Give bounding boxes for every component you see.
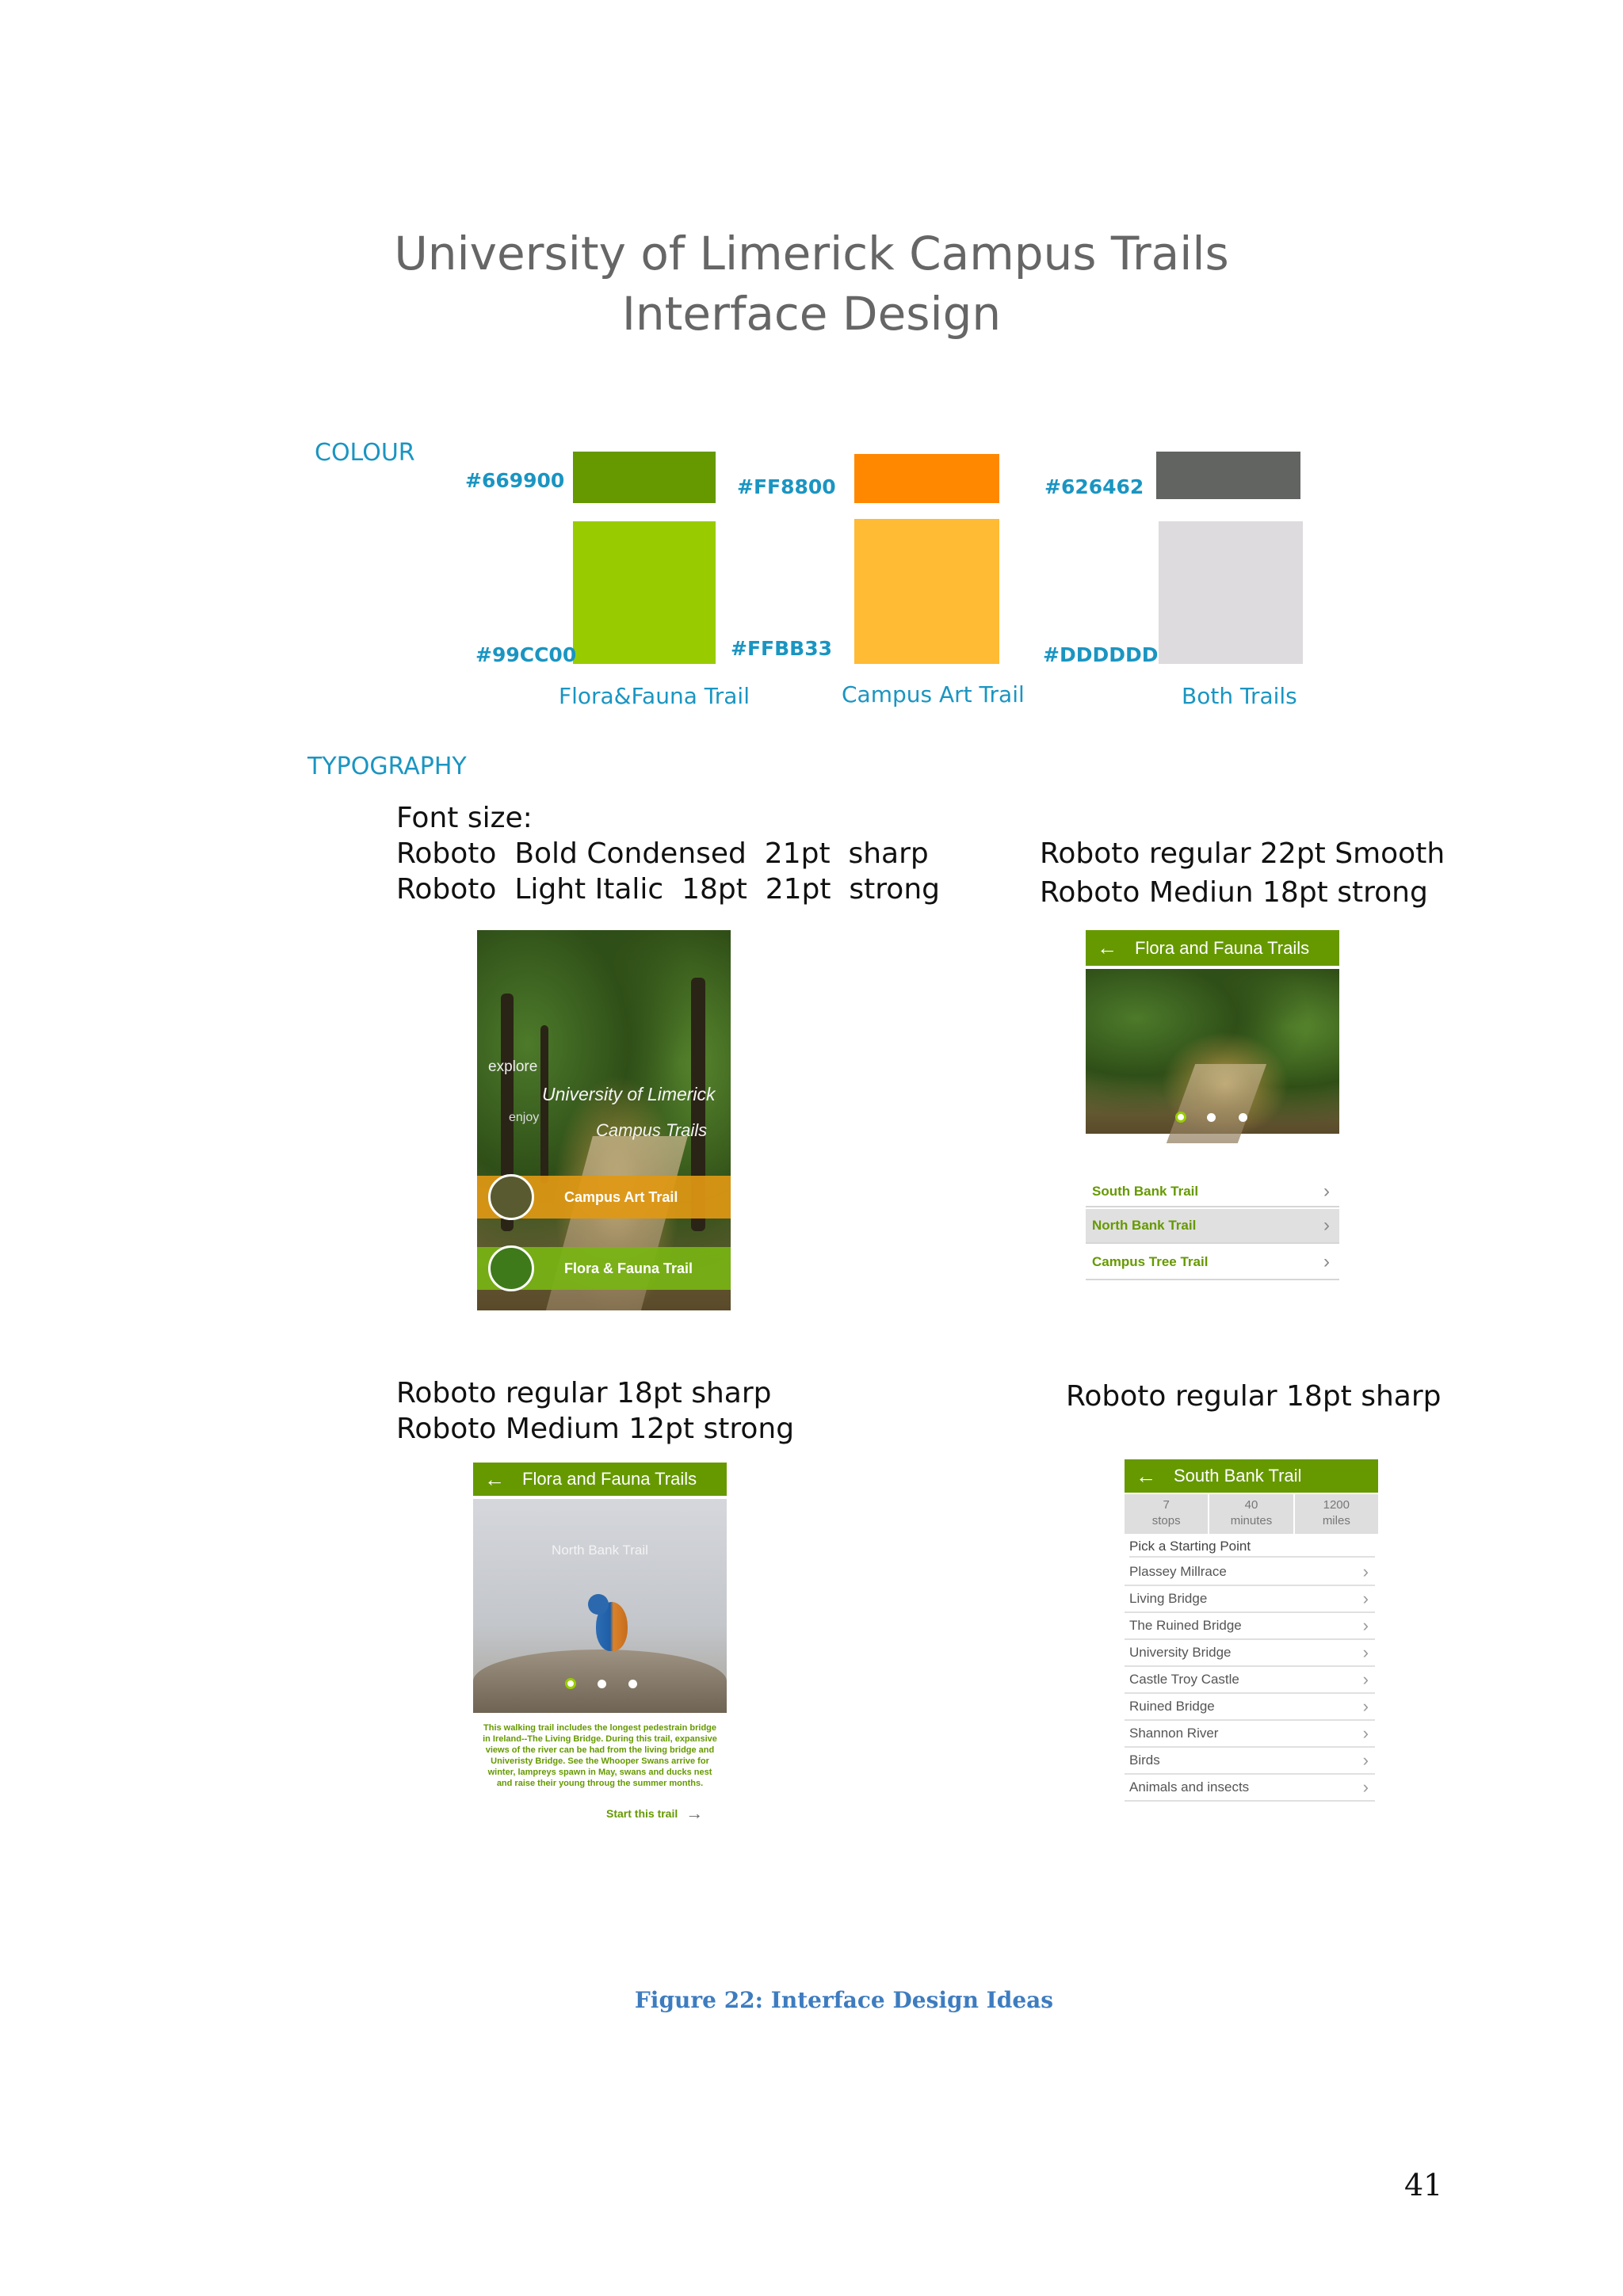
kingfisher-head [588,1594,609,1615]
stat-value: 1200 [1323,1498,1350,1512]
figure-caption: Figure 22: Interface Design Ideas [634,1987,1054,2013]
stop-list-item[interactable] [1125,1694,1375,1721]
campus-art-trail-button[interactable] [477,1176,731,1219]
stop-list-item[interactable] [1125,1640,1375,1667]
art-dark-hex: #FF8800 [737,475,836,498]
trail-list-item-selected[interactable] [1086,1209,1339,1244]
colour-section-label: COLOUR [315,439,415,467]
carousel-dot-active[interactable] [565,1678,576,1689]
chevron-right-icon: › [1362,1723,1369,1743]
art-trail-name: Campus Art Trail [842,681,1025,707]
home-title-campus-trails: Campus Trails [596,1120,708,1140]
typo-block3-line1: Roboto regular 18pt sharp [396,1377,772,1409]
stop-list-item[interactable] [1125,1586,1375,1613]
flora-dark-swatch [573,452,716,503]
stop-label: Plassey Millrace [1129,1564,1227,1579]
typo-block1-line3: Roboto Light Italic 18pt 21pt strong [396,873,940,906]
carousel-dot[interactable] [1239,1113,1247,1122]
chevron-right-icon: › [1362,1562,1369,1581]
chevron-right-icon: › [1323,1251,1330,1272]
flora-trail-name: Flora&Fauna Trail [559,683,750,709]
typo-block3-line2: Roboto Medium 12pt strong [396,1413,795,1445]
trail-list-mock [1086,930,1339,1287]
stop-label: Living Bridge [1129,1591,1208,1606]
back-arrow-icon[interactable]: ← [484,1466,505,1491]
stop-list-item[interactable] [1125,1748,1375,1775]
stop-label: Animals and insects [1129,1779,1250,1794]
trail-item-label: Campus Tree Trail [1092,1254,1209,1269]
flora-light-hex: #99CC00 [475,643,577,666]
stop-label: Ruined Bridge [1129,1699,1215,1714]
trail-list-item[interactable] [1086,1177,1339,1207]
chevron-right-icon: › [1362,1615,1369,1635]
both-light-hex: #DDDDDD [1043,643,1159,666]
typo-block2-line2: Roboto Mediun 18pt strong [1040,876,1428,909]
trail-stops-header-title: South Bank Trail [1174,1466,1302,1486]
both-trail-name: Both Trails [1182,683,1297,709]
stop-label: The Ruined Bridge [1129,1618,1242,1633]
campus-art-trail-label: Campus Art Trail [564,1188,678,1205]
chevron-right-icon: › [1362,1589,1369,1608]
stat-value: 7 [1163,1498,1170,1512]
trail-item-label: North Bank Trail [1092,1218,1197,1233]
back-arrow-icon[interactable]: ← [1097,936,1117,959]
trail-list-appbar [1086,930,1339,966]
trail-item-label: South Bank Trail [1092,1184,1199,1199]
carousel-dot[interactable] [598,1680,606,1688]
art-light-hex: #FFBB33 [731,637,833,660]
stop-label: Shannon River [1129,1726,1219,1741]
stat-unit: miles [1322,1514,1350,1527]
stat-unit: minutes [1230,1514,1273,1527]
chevron-right-icon: › [1362,1777,1369,1797]
back-arrow-icon[interactable]: ← [1136,1463,1156,1488]
stop-label: Castle Troy Castle [1129,1672,1239,1687]
art-light-swatch [854,519,999,664]
page-title-line2: Interface Design [621,287,1002,341]
pick-starting-point-label: Pick a Starting Point [1129,1539,1375,1558]
trail-list-item[interactable] [1086,1245,1339,1280]
kingfisher-image [473,1499,727,1708]
trail-detail-appbar [473,1463,727,1496]
trail-list-header-title: Flora and Fauna Trails [1135,937,1310,958]
both-dark-hex: #626462 [1044,475,1144,498]
chevron-right-icon: › [1323,1215,1330,1236]
home-enjoy-text: enjoy [509,1111,540,1124]
typo-block1-line2: Roboto Bold Condensed 21pt sharp [396,837,929,870]
page-number: 41 [1404,2168,1443,2203]
chevron-right-icon: › [1362,1750,1369,1770]
flora-light-swatch [573,521,716,664]
chevron-right-icon: › [1362,1669,1369,1689]
both-dark-swatch [1156,452,1300,499]
start-trail-link[interactable] [606,1803,703,1824]
carousel-dot[interactable] [628,1680,637,1688]
art-trail-avatar-icon [488,1174,534,1220]
start-trail-label: Start this trail [606,1807,678,1820]
arrow-right-icon: → [685,1803,704,1823]
trail-list-hero-image [1086,969,1339,1134]
chevron-right-icon: › [1362,1642,1369,1662]
stat-value: 40 [1244,1498,1258,1512]
typography-section-label: TYPOGRAPHY [307,753,467,780]
trail-detail-mock [473,1463,727,1843]
path-image [1167,1064,1266,1143]
chevron-right-icon: › [1362,1696,1369,1716]
stat-minutes [1209,1494,1294,1534]
page-title-line1: University of Limerick Campus Trails [394,227,1229,280]
stop-label: University Bridge [1129,1645,1232,1660]
carousel-dot-active[interactable] [1175,1112,1186,1123]
trail-stops-mock [1125,1459,1378,1816]
typo-block2-line1: Roboto regular 22pt Smooth [1040,837,1445,870]
stat-miles [1295,1494,1378,1534]
flora-dark-hex: #669900 [465,469,565,492]
stat-stops [1125,1494,1209,1534]
detail-overlay-title: North Bank Trail [552,1543,648,1558]
chevron-right-icon: › [1323,1180,1330,1202]
home-title-university: University of Limerick [542,1084,716,1104]
flora-fauna-trail-label: Flora & Fauna Trail [564,1260,693,1276]
stop-list-item[interactable] [1125,1667,1375,1694]
stop-list-item[interactable] [1125,1775,1375,1802]
leaf-icon [488,1245,534,1291]
stop-list-item[interactable] [1125,1613,1375,1640]
typo-block1-line1: Font size: [396,802,533,834]
trail-stops-appbar [1125,1459,1378,1493]
typo-block4-line1: Roboto regular 18pt sharp [1066,1380,1442,1413]
carousel-dot[interactable] [1207,1113,1216,1122]
trail-stats-bar [1125,1494,1378,1534]
art-dark-swatch [854,454,999,503]
flora-fauna-trail-button[interactable] [477,1247,731,1290]
both-light-swatch [1159,521,1303,664]
stop-label: Birds [1129,1753,1160,1768]
stat-unit: stops [1151,1514,1181,1527]
trail-description: This walking trail includes the longest pedestrain bridge in Ireland--The Living Bridge. During this trail, expansive views of the river can be had from the living bridge and Univeristy Bridge. See the Whooper Swans arrive for winter, lampreys spawn in May, swans and ducks nest and raise their young throug the summer months. [483,1723,717,1788]
stop-list-item[interactable] [1125,1721,1375,1748]
home-screen-mock [477,930,731,1310]
stop-list-item[interactable] [1125,1559,1375,1586]
home-explore-text: explore [488,1058,538,1075]
trail-detail-header-title: Flora and Fauna Trails [522,1469,697,1489]
